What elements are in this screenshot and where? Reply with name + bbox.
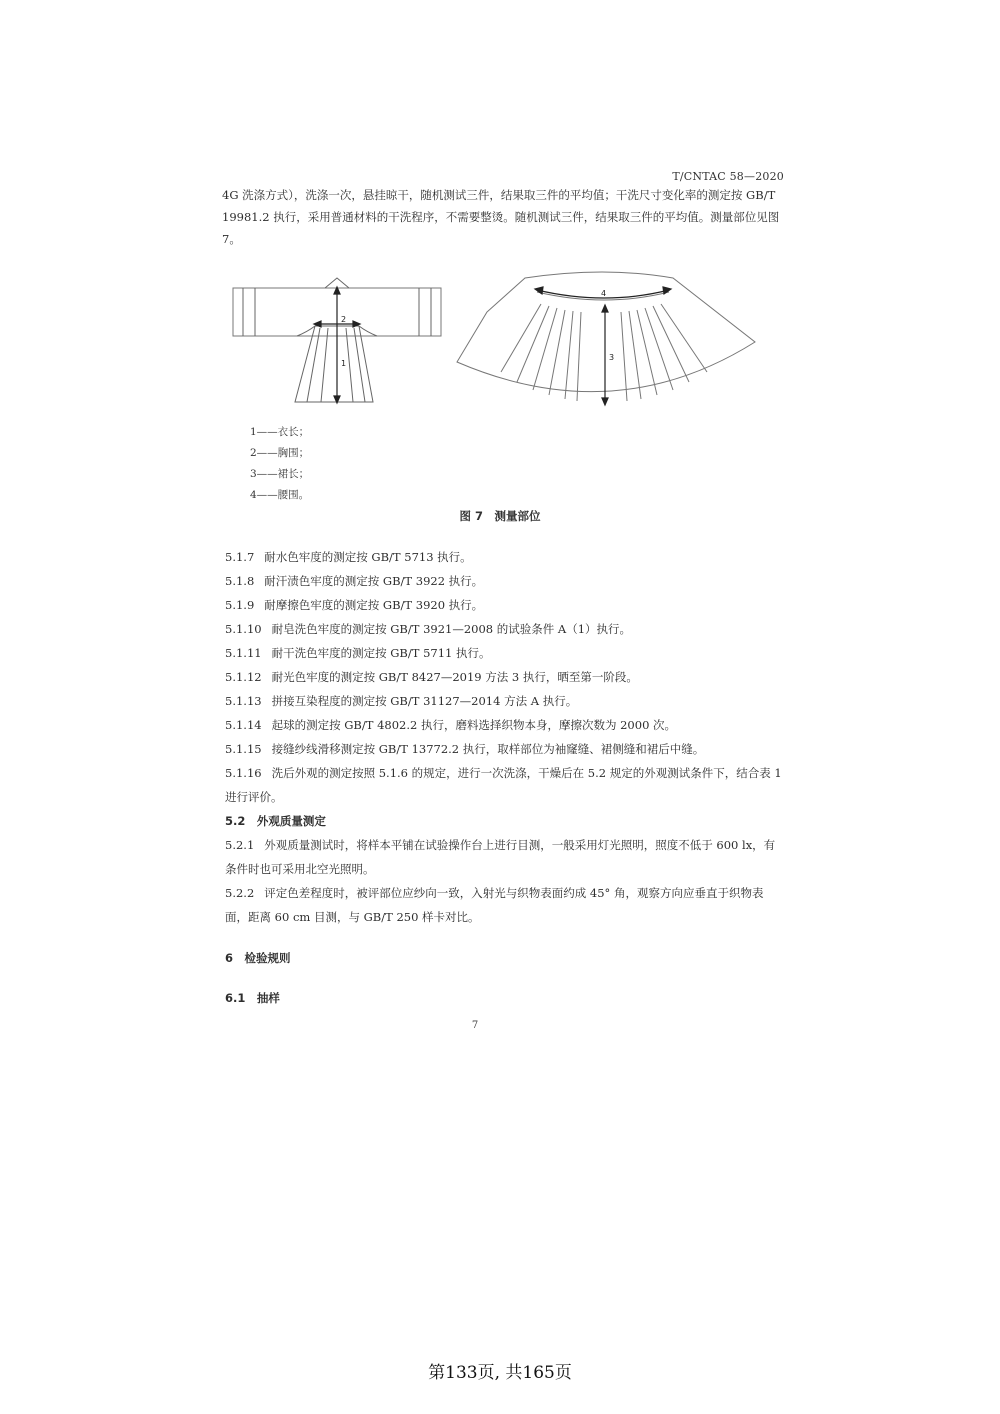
- clause-5-1-13: 5.1.13 拼接互染程度的测定按 GB/T 31127—2014 方法 A 执行。: [225, 694, 578, 708]
- jacket-arrows: [314, 287, 360, 403]
- legend-item: 1——衣长；: [250, 426, 310, 438]
- page-number: 7: [471, 1020, 479, 1031]
- label-3: 3: [609, 353, 615, 362]
- clause-5-1-15: 5.1.15 接缝纱线滑移测定按 GB/T 13772.2 执行，取样部位为袖窿缝、裙侧缝和裙后中缝。: [225, 742, 705, 756]
- intro-paragraph: 4G 洗涤方式），洗涤一次，悬挂晾干，随机测试三件，结果取三件的平均值；干洗尺寸变化率的测定按 GB/T 19981.2 执行，采用普通材料的干洗程序，不需要整烫。随机测试三件，结果取三件的平均值。测量部位见图 7。: [222, 188, 780, 246]
- clause-5-1-14: 5.1.14 起球的测定按 GB/T 4802.2 执行，磨料选择织物本身，摩擦次数为 2000 次。: [225, 718, 677, 732]
- section-6-1-heading: 6.1 抽样: [225, 991, 280, 1005]
- legend-item: 4——腰围。: [250, 489, 310, 501]
- measurement-figure: [225, 270, 765, 420]
- clause-5-1-8: 5.1.8 耐汗渍色牢度的测定按 GB/T 3922 执行。: [225, 574, 484, 588]
- label-1: 1: [341, 359, 347, 368]
- legend-item: 2——胸围；: [250, 447, 310, 459]
- clause-5-1-7: 5.1.7 耐水色牢度的测定按 GB/T 5713 执行。: [225, 550, 472, 564]
- section-6-heading: 6 检验规则: [225, 951, 291, 965]
- page-footer: 第133页, 共165页: [428, 1363, 572, 1383]
- clause-5-1-10: 5.1.10 耐皂洗色牢度的测定按 GB/T 3921—2008 的试验条件 A（1）执行。: [225, 622, 632, 636]
- figure-legend: [250, 422, 309, 506]
- clause-5-2-1: 5.2.1 外观质量测试时，将样本平铺在试验操作台上进行目测，一般采用灯光照明，照度不低于 600 lx，有条件时也可采用北空光照明。: [225, 838, 776, 876]
- section-5-2-heading: 5.2 外观质量测定: [225, 814, 326, 828]
- clause-5-2-2: 5.2.2 评定色差程度时，被评部位应纱向一致，入射光与织物表面约成 45° 角，观察方向应垂直于织物表面，距离 60 cm 目测，与 GB/T 250 样卡对比。: [225, 886, 764, 924]
- doc-code: T/CNTAC 58—2020: [672, 170, 784, 183]
- figure-caption: 图 7 测量部位: [459, 509, 541, 523]
- label-2: 2: [341, 315, 347, 324]
- clause-5-1-16: 5.1.16 洗后外观的测定按照 5.1.6 的规定，进行一次洗涤，干燥后在 5.2 规定的外观测试条件下，结合表 1 进行评价。: [225, 766, 782, 804]
- clause-5-1-9: 5.1.9 耐摩擦色牢度的测定按 GB/T 3920 执行。: [225, 598, 484, 612]
- skirt-arrows: [535, 287, 671, 405]
- legend-item: 3——裙长；: [250, 468, 310, 480]
- label-4: 4: [601, 289, 607, 298]
- clause-list: [225, 545, 785, 929]
- clause-5-1-11: 5.1.11 耐干洗色牢度的测定按 GB/T 5711 执行。: [225, 646, 491, 660]
- clause-5-1-12: 5.1.12 耐光色牢度的测定按 GB/T 8427—2019 方法 3 执行，晒至第一阶段。: [225, 670, 638, 684]
